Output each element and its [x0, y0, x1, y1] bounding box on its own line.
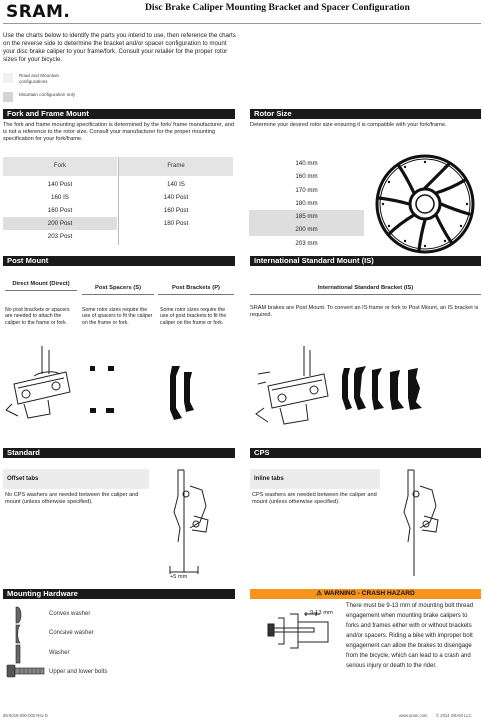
legend-swatch-road-mountain: [3, 73, 13, 83]
rotor-size-row: 200 mm: [249, 223, 364, 236]
hardware-item: Concave washer: [49, 630, 94, 636]
convex-washer-icon: [8, 606, 28, 624]
warning-title: WARNING - CRASH HAZARD: [323, 590, 415, 597]
rotor-size-row: 140 mm: [295, 160, 318, 167]
part-number: 95-5018-000-000 Rev D: [3, 713, 48, 718]
post-spacers-heading: Post Spacers (S): [82, 285, 154, 295]
inline-tabs-label: Inline tabs: [250, 469, 380, 489]
frame-row: 140 Post: [163, 194, 189, 201]
warning-text: There must be 9-13 mm of mounting bolt thread engagement when mounting brake calipers to forks and frames either with or without brackets and/or spacers. Riding a bike with improper bolt engagement can allow the brakes to disengage from the bicycle, which can lead to a crash and serious injury or death to the rider.: [346, 603, 474, 669]
post-spacers-illustration: [88, 362, 118, 420]
warning-triangle-icon: ⚠: [316, 590, 323, 597]
frame-row: 180 Post: [163, 220, 189, 227]
page-title: Disc Brake Caliper Mounting Bracket and Spacer Configuration: [145, 2, 410, 13]
fork-column-header: Fork: [3, 157, 117, 176]
warning-header: [250, 589, 481, 599]
standard-text: No CPS washers are needed between the caliper and mount (unless otherwise specified).: [5, 492, 139, 505]
direct-mount-caliper-illustration: [4, 344, 78, 426]
post-spacers-text: Some rotor sizes require the use of spacers to fit the caliper on the frame or fork.: [82, 307, 153, 326]
section-header-post-mount: Post Mount: [3, 256, 235, 266]
section-header-cps: CPS: [250, 448, 481, 458]
rotor-size-row: 170 mm: [295, 187, 318, 194]
rotor-size-row: 203 mm: [295, 240, 318, 247]
post-brackets-text: Some rotor sizes require the use of post brackets to fit the caliper on the frame or fork.: [160, 307, 227, 326]
rotor-size-row: 160 mm: [295, 173, 318, 180]
is-mount-text: SRAM brakes are Post Mount. To convert an IS frame or fork to Post Mount, an IS bracket is required.: [250, 305, 479, 318]
standard-dimension-label: +5 mm: [170, 574, 188, 580]
section-header-rotor-size: Rotor Size: [250, 109, 481, 119]
offset-tabs-label: Offset tabs: [3, 469, 149, 489]
is-brackets-illustration: [340, 362, 434, 416]
fork-row: 160 Post: [47, 207, 73, 214]
is-bracket-heading: International Standard Bracket (IS): [250, 285, 481, 295]
hardware-item: Convex washer: [49, 611, 91, 617]
legend-label-road-mountain: Road and Mountain configurations: [19, 73, 60, 84]
rotor-size-row: 185 mm: [249, 210, 364, 223]
fork-row: 140 Post: [47, 181, 73, 188]
rotor-size-text: Determine your desired rotor size ensuring it is compatible with your fork/frame.: [250, 122, 447, 128]
header-divider: [3, 23, 481, 24]
section-header-fork-frame: Fork and Frame Mount: [3, 109, 235, 119]
section-header-mounting-hardware: Mounting Hardware: [3, 589, 235, 599]
cps-text: CPS washers are needed between the caliper and mount (unless otherwise specified).: [252, 492, 377, 505]
brand-logo: SRAM.: [6, 2, 71, 22]
washer-icon: [8, 644, 28, 664]
rotor-size-row: 180 mm: [295, 200, 318, 207]
fork-row: 200 Post: [3, 217, 117, 230]
post-brackets-heading: Post Brackets (P): [158, 285, 234, 295]
fork-frame-text: The fork and frame mounting specification is determined by the fork/ frame manufacturer, and is not a reference to the rotor size. Consult your manufacturer for the proper mounting specification for your fork/frame.: [3, 122, 235, 142]
frame-row: 160 Post: [163, 207, 189, 214]
copyright: © 2014 SRAM LLC: [436, 713, 472, 718]
post-brackets-illustration: [166, 362, 196, 424]
legend-swatch-mountain-only: [3, 92, 13, 102]
legend-label-mountain-only: Mountain configuration only: [19, 92, 76, 97]
frame-column-header: Frame: [119, 157, 233, 176]
direct-mount-heading: Direct Mount (Direct): [5, 281, 77, 291]
hardware-item: Washer: [49, 650, 70, 656]
section-header-standard: Standard: [3, 448, 235, 458]
fork-row: 203 Post: [47, 233, 73, 240]
standard-mount-illustration: [150, 466, 234, 582]
frame-row: 140 IS: [167, 181, 185, 188]
cps-mount-illustration: [384, 466, 468, 582]
concave-washer-icon: [8, 624, 28, 644]
fork-row: 160 IS: [51, 194, 69, 201]
intro-text: Use the charts below to identify the parts you intend to use, then reference the charts on the reverse side to determine the bracket and/or spacer configuration to mount your disc brake caliper to your frame/fork. Consult your retailer for the proper rotor sizes for your bicycle.: [3, 32, 236, 63]
section-header-is-mount: International Standard Mount (IS): [250, 256, 481, 266]
rotor-illustration: [371, 152, 479, 256]
is-mount-caliper-illustration: [254, 344, 336, 432]
website-link[interactable]: www.sram.com: [399, 713, 428, 718]
direct-mount-text: No post brackets or spacers are needed to attach the caliper to the frame or fork.: [5, 307, 70, 326]
bolt-icon: [6, 663, 46, 679]
bolt-engagement-dimension: 9-13 mm: [310, 610, 333, 616]
hardware-item: Upper and lower bolts: [49, 669, 108, 675]
